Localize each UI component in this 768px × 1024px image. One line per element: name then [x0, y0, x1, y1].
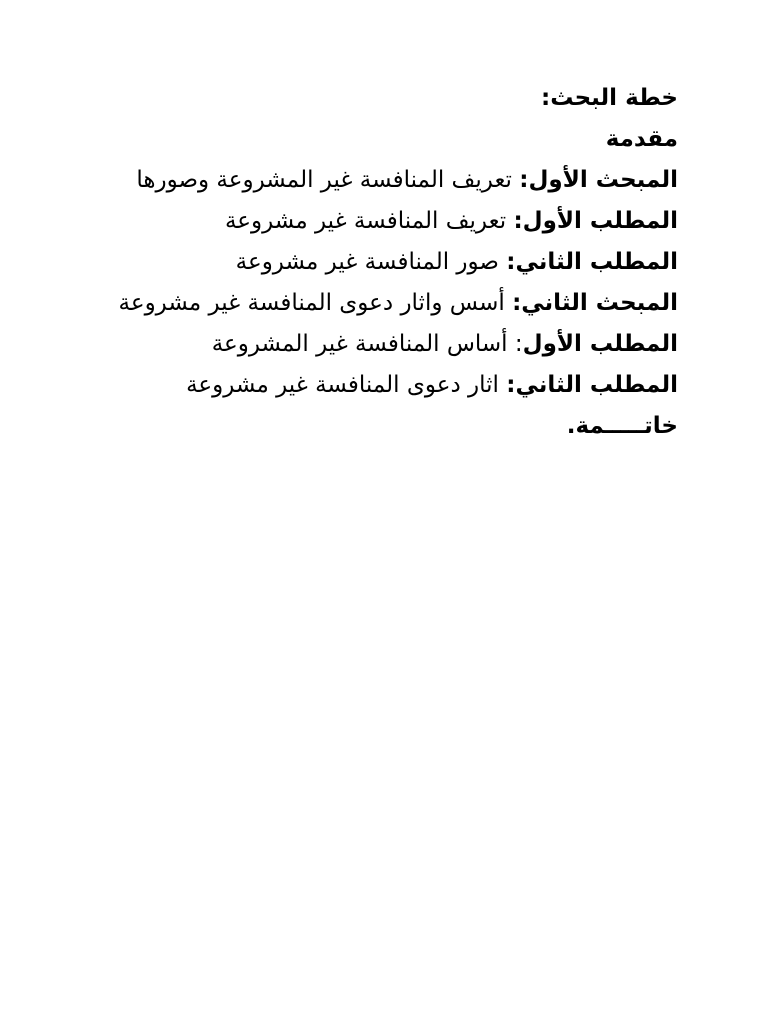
plan-item-text: صور المنافسة غير مشروعة [235, 249, 507, 275]
plan-item-label: المطلب الثاني: [506, 372, 678, 398]
plan-item-label: المبحث الثاني: [512, 290, 678, 316]
document-title: خطة البحث: [541, 85, 678, 111]
plan-item-text: أسس واثار دعوى المنافسة غير مشروعة [118, 290, 513, 316]
document-page [100, 84, 678, 453]
introduction-heading: مقدمة [605, 126, 678, 152]
plan-item-label: المطلب الأول: [513, 208, 678, 234]
plan-item-section-2-1 [100, 330, 678, 359]
plan-item-label: المطلب الأول [522, 331, 678, 357]
plan-item-text: اثار دعوى المنافسة غير مشروعة [186, 372, 507, 398]
plan-item-label: المبحث الأول: [519, 167, 678, 193]
plan-item-section-1-2 [100, 248, 678, 277]
plan-item-text: تعريف المنافسة غير المشروعة وصورها [136, 167, 520, 193]
plan-item-label: المطلب الثاني: [506, 249, 678, 275]
plan-item-section-2-2 [100, 371, 678, 400]
plan-item-text: تعريف المنافسة غير مشروعة [224, 208, 514, 234]
plan-item-chapter-2 [100, 289, 678, 318]
plan-item-text: : أساس المنافسة غير المشروعة [211, 331, 523, 357]
plan-item-section-1-1 [100, 207, 678, 236]
plan-item-chapter-1 [100, 166, 678, 195]
conclusion-heading: خاتـــــمة. [566, 413, 678, 439]
